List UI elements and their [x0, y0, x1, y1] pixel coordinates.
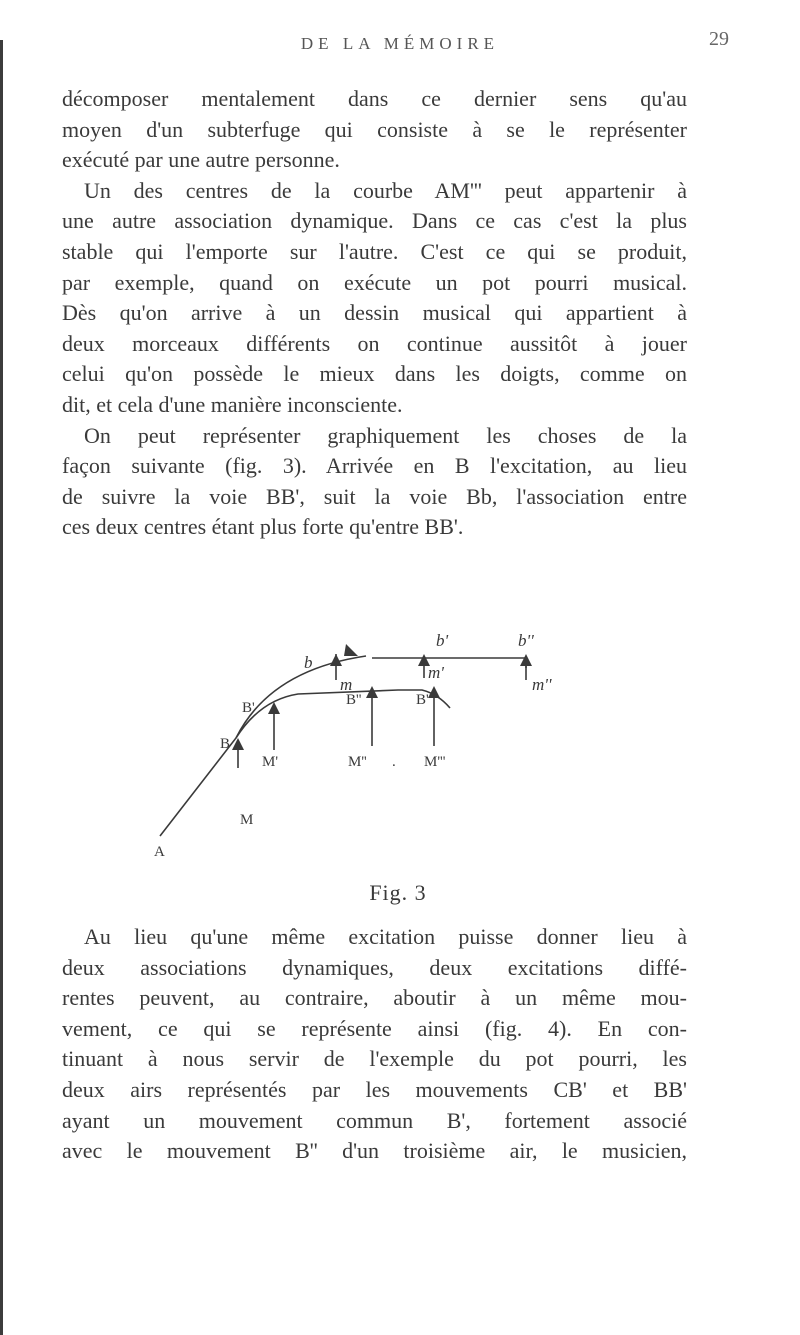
- text-line: deux airs représentés par les mouvements CB' et BB': [62, 1076, 687, 1102]
- label-A: A: [154, 844, 165, 860]
- text-line: stable qui l'emporte sur l'autre. C'est ce qui se produit,: [62, 238, 687, 264]
- diagram-svg: [150, 590, 650, 890]
- label-B-prime: B': [242, 700, 255, 716]
- text-line: de suivre la voie BB', suit la voie Bb, l'association entre: [62, 483, 687, 509]
- arrowhead: [330, 654, 342, 666]
- text-line: tinuant à nous servir de l'exemple du pot pourri, les: [62, 1046, 687, 1072]
- label-b-second: b'': [518, 631, 534, 650]
- text-line: deux associations dynamiques, deux excitations diffé-: [62, 954, 687, 980]
- text-line: vement, ce qui se représente ainsi (fig. 4). En con-: [62, 1015, 687, 1041]
- label-B-third: B''': [416, 692, 435, 708]
- label-M-second: M'': [348, 754, 367, 770]
- label-m-prime: m': [428, 663, 444, 682]
- paragraph: [62, 922, 687, 1167]
- text-line: avec le mouvement B'' d'un troisième air, le musicien,: [62, 1138, 687, 1164]
- label-b: b: [304, 653, 313, 672]
- text-line: ayant un mouvement commun B', fortement associé: [62, 1107, 687, 1133]
- paragraph: [62, 176, 687, 421]
- text-line: moyen d'un subterfuge qui consiste à se le représenter: [62, 116, 687, 142]
- text-line: celui qu'on possède le mieux dans les doigts, comme on: [62, 361, 687, 387]
- arrowhead-b: [344, 644, 358, 656]
- label-m: m: [340, 675, 353, 694]
- figure-3-diagram: [150, 590, 650, 890]
- label-m-second: m'': [532, 675, 552, 694]
- label-B: B: [220, 736, 231, 752]
- text-line: par exemple, quand on exécute un pot pourri musical.: [62, 269, 687, 295]
- page-edge-rule: [0, 40, 3, 1335]
- paragraph: [62, 84, 687, 176]
- text-line: une autre association dynamique. Dans ce cas c'est la plus: [62, 208, 687, 234]
- paragraph: [62, 421, 687, 543]
- label-M-third: M''': [424, 754, 446, 770]
- label-b-prime: b': [436, 631, 449, 650]
- text-line: On peut représenter graphiquement les choses de la: [84, 422, 687, 448]
- text-line: dit, et cela d'une manière inconsciente.: [62, 391, 403, 417]
- text-line: Un des centres de la courbe AM''' peut appartenir à: [84, 177, 687, 203]
- line-b1-b2: [372, 658, 526, 668]
- text-line: façon suivante (fig. 3). Arrivée en B l'excitation, au lieu: [62, 453, 687, 479]
- text-line: Dès qu'on arrive à un dessin musical qui appartient à: [62, 300, 687, 326]
- text-block-bottom: [62, 922, 687, 1167]
- figure-caption: Fig. 3: [369, 880, 427, 905]
- label-M: M: [240, 812, 254, 828]
- label-B-second: B'': [346, 692, 362, 708]
- label-dot: .: [392, 754, 396, 770]
- text-line: décomposer mentalement dans ce dernier sens qu'au: [62, 86, 687, 111]
- text-line: deux morceaux différents on continue aussitôt à jouer: [62, 330, 687, 356]
- page-number: 29: [709, 28, 729, 50]
- text-block-top: [62, 84, 687, 543]
- text-line: exécuté par une autre personne.: [62, 147, 340, 173]
- curve-A-B-b: [160, 656, 366, 836]
- text-line: rentes peuvent, au contraire, aboutir à un même mou-: [62, 985, 687, 1011]
- text-line: ces deux centres étant plus forte qu'entre BB'.: [62, 514, 464, 540]
- arrowhead: [520, 654, 532, 666]
- running-head: DE LA MÉMOIRE: [300, 34, 500, 53]
- text-line: Au lieu qu'une même excitation puisse donner lieu à: [84, 924, 687, 949]
- page-header: [0, 28, 800, 64]
- label-M-prime: M': [262, 754, 279, 770]
